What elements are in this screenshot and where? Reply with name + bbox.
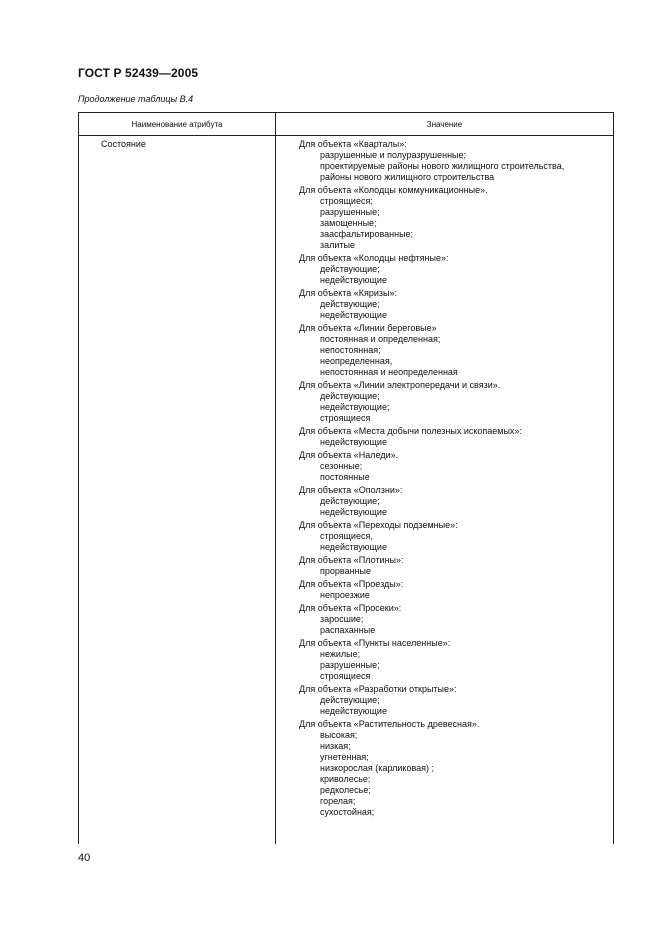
value-item: криволесье; <box>320 774 371 784</box>
attribute-table <box>78 112 614 844</box>
value-group <box>299 426 611 448</box>
attribute-name: Состояние <box>101 139 146 149</box>
group-heading: Для объекта «Кварталы»: <box>299 139 407 149</box>
table-header <box>79 113 613 136</box>
value-item: недействующие; <box>320 402 390 412</box>
value-group <box>299 323 611 378</box>
value-item: распаханные <box>320 625 376 635</box>
value-item: строящиеся <box>320 413 371 423</box>
value-item: заасфальтированные; <box>320 229 414 239</box>
document-header: ГОСТ Р 52439—2005 <box>78 66 199 80</box>
value-item: недействующие <box>320 706 387 716</box>
value-item: горелая; <box>320 796 356 806</box>
value-item: непостоянная; <box>320 345 381 355</box>
value-item: низкорослая (карликовая) ; <box>320 763 435 773</box>
value-group <box>299 139 611 183</box>
value-item: заросшие; <box>320 614 364 624</box>
value-item: непостоянная и неопределенная <box>320 367 458 377</box>
group-heading: Для объекта «Места добычи полезных ископаемых»: <box>299 426 522 436</box>
value-item: недействующие <box>320 542 387 552</box>
value-item: строящиеся <box>320 671 371 681</box>
group-heading: Для объекта «Колодцы коммуникационные». <box>299 185 488 195</box>
value-group <box>299 485 611 518</box>
value-group <box>299 253 611 286</box>
group-heading: Для объекта «Пункты населенные»: <box>299 638 451 648</box>
value-group <box>299 555 611 577</box>
group-heading: Для объекта «Кяризы»: <box>299 288 398 298</box>
value-item: разрушенные; <box>320 660 380 670</box>
value-group <box>299 638 611 682</box>
value-item: разрушенные и полуразрушенные; <box>320 150 467 160</box>
group-heading: Для объекта «Оползни»: <box>299 485 403 495</box>
value-item: недействующие <box>320 275 387 285</box>
value-item: постоянные <box>320 472 370 482</box>
value-item: низкая; <box>320 741 351 751</box>
value-item: замощенные; <box>320 218 377 228</box>
value-item: угнетенная; <box>320 752 369 762</box>
value-item: действующие; <box>320 299 380 309</box>
value-group <box>299 450 611 483</box>
value-item: нежилые; <box>320 649 361 659</box>
value-group <box>299 520 611 553</box>
group-heading: Для объекта «Линии береговые» <box>299 323 437 333</box>
value-item: действующие; <box>320 264 380 274</box>
value-item: действующие; <box>320 391 380 401</box>
group-heading: Для объекта «Колодцы нефтяные»: <box>299 253 449 263</box>
value-item: разрушенные; <box>320 207 380 217</box>
value-group <box>299 185 611 251</box>
value-item: неопределенная, <box>320 356 393 366</box>
value-group <box>299 603 611 636</box>
value-item: строящиеся; <box>320 196 373 206</box>
value-group <box>299 719 611 818</box>
value-item: проектируемые районы нового жилищного строительства, <box>320 161 565 171</box>
group-heading: Для объекта «Растительность древесная». <box>299 719 480 729</box>
group-heading: Для объекта «Просеки»: <box>299 603 402 613</box>
value-group <box>299 288 611 321</box>
group-heading: Для объекта «Наледи». <box>299 450 399 460</box>
column-divider <box>275 113 276 844</box>
table-caption: Продолжение таблицы В.4 <box>78 94 194 104</box>
value-item: недействующие <box>320 507 387 517</box>
column-header-value: Значение <box>426 120 463 129</box>
value-group <box>299 380 611 424</box>
value-item: редколесье; <box>320 785 371 795</box>
value-item: недействующие <box>320 310 387 320</box>
value-item: сухостойная; <box>320 807 375 817</box>
value-item: постоянная и определенная; <box>320 334 441 344</box>
value-group <box>299 684 611 717</box>
value-item: строящиеся, <box>320 531 373 541</box>
value-item: недействующие <box>320 437 387 447</box>
group-heading: Для объекта «Переходы подземные»: <box>299 520 458 530</box>
group-heading: Для объекта «Проезды»: <box>299 579 404 589</box>
value-item: сезонные; <box>320 461 363 471</box>
group-heading: Для объекта «Разработки открытые»: <box>299 684 457 694</box>
value-item: прорванные <box>320 566 371 576</box>
value-item: непроезжие <box>320 590 370 600</box>
value-item: высокая; <box>320 730 358 740</box>
value-item: действующие; <box>320 695 380 705</box>
page-number: 40 <box>78 852 91 864</box>
column-header-attribute: Наименование атрибута <box>131 120 223 129</box>
value-item: залитые <box>320 240 356 250</box>
attribute-values <box>299 139 611 820</box>
group-heading: Для объекта «Линии электропередачи и связи». <box>299 380 501 390</box>
value-item: районы нового жилищного строительства <box>320 172 495 182</box>
group-heading: Для объекта «Плотины»: <box>299 555 404 565</box>
value-group <box>299 579 611 601</box>
value-item: действующие; <box>320 496 380 506</box>
